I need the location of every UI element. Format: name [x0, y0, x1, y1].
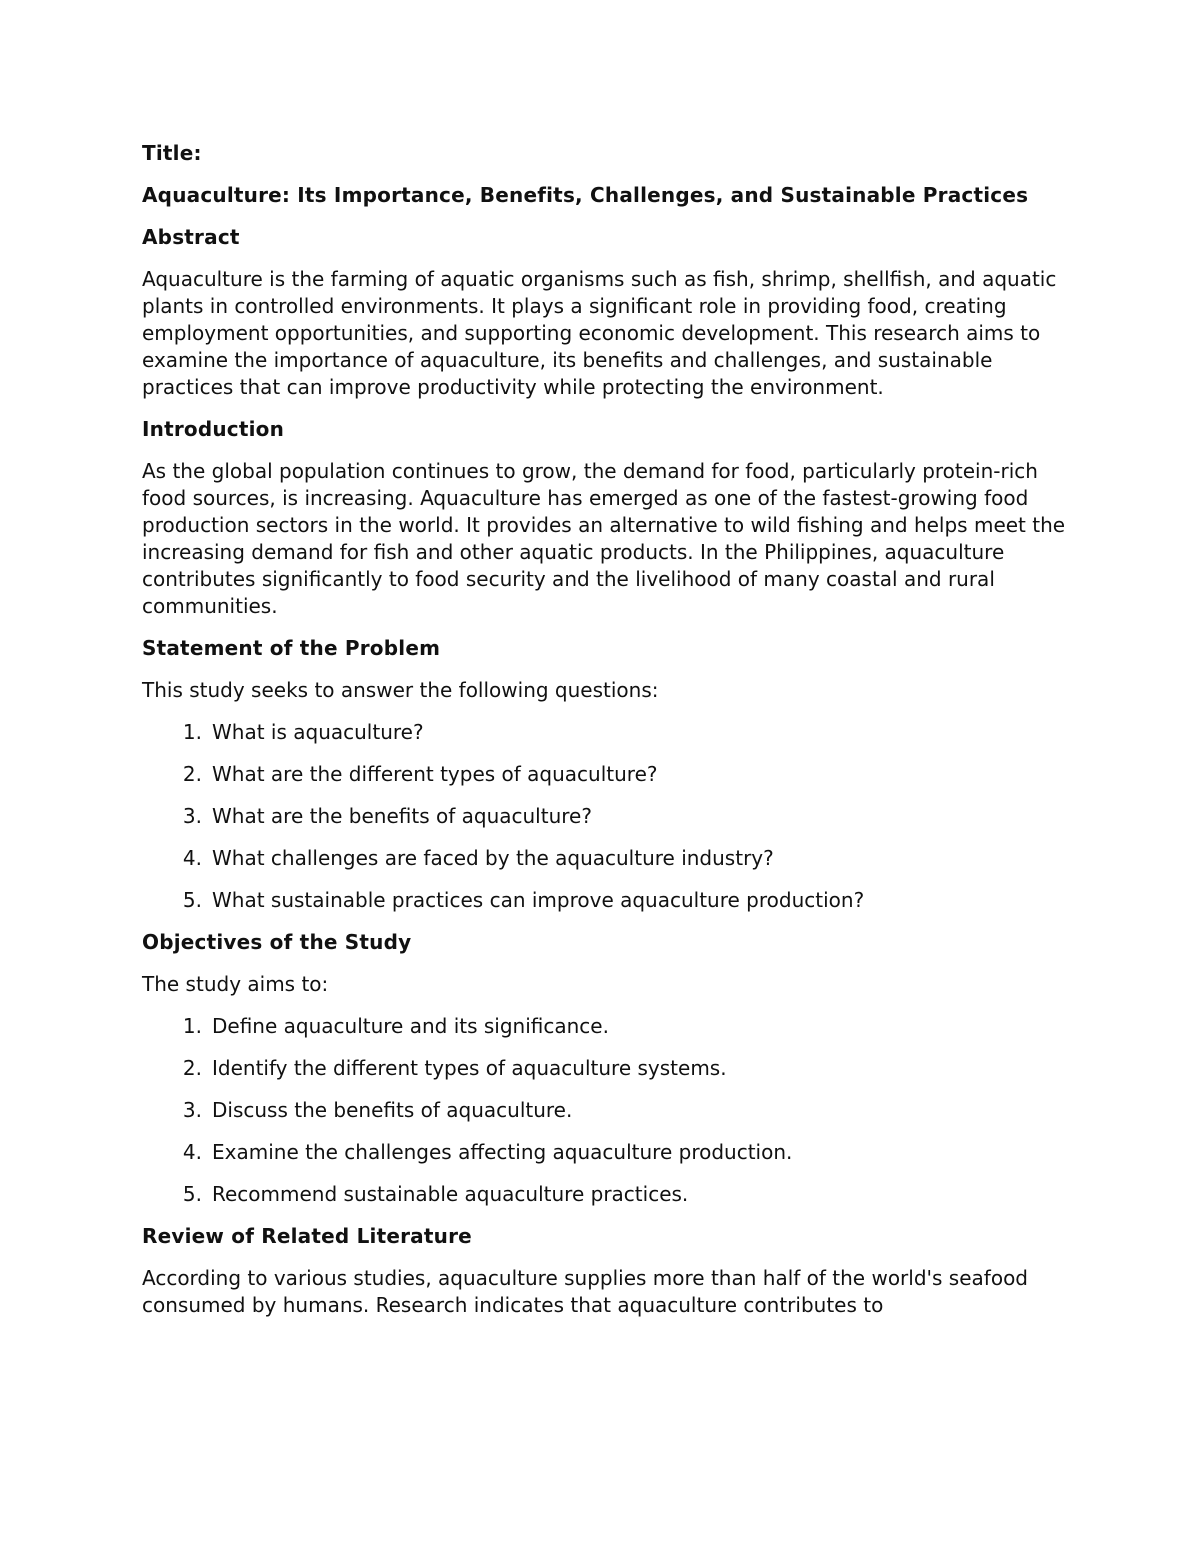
objectives-heading: Objectives of the Study [142, 930, 412, 954]
literature-body: According to various studies, aquaculture supplies more than half of the world's seafood consumed by humans. Research indicates that aquaculture contributes to [142, 1266, 1028, 1317]
list-item-number: 1. [182, 1014, 202, 1038]
list-item-number: 5. [182, 888, 202, 912]
list-item-number: 2. [182, 1056, 202, 1080]
list-item-number: 4. [182, 1140, 202, 1164]
list-item [142, 803, 1072, 830]
list-item [142, 719, 1072, 746]
introduction-heading: Introduction [142, 417, 285, 441]
list-item-number: 5. [182, 1182, 202, 1206]
list-item-number: 3. [182, 804, 202, 828]
list-item [142, 1097, 1072, 1124]
list-item-number: 2. [182, 762, 202, 786]
list-item [142, 1013, 1072, 1040]
objectives-list [142, 1013, 1072, 1208]
title-label: Title: [142, 141, 202, 165]
document-title: Aquaculture: Its Importance, Benefits, Challenges, and Sustainable Practices [142, 183, 1029, 207]
list-item-text: What are the benefits of aquaculture? [212, 804, 592, 828]
problem-list [142, 719, 1072, 914]
list-item [142, 1181, 1072, 1208]
problem-intro: This study seeks to answer the following questions: [142, 678, 659, 702]
list-item [142, 1055, 1072, 1082]
document-page [142, 140, 1072, 1334]
list-item-text: Define aquaculture and its significance. [212, 1014, 609, 1038]
list-item [142, 761, 1072, 788]
problem-heading: Statement of the Problem [142, 636, 441, 660]
list-item-text: Identify the different types of aquaculture systems. [212, 1056, 727, 1080]
list-item-text: Recommend sustainable aquaculture practices. [212, 1182, 689, 1206]
list-item-text: Examine the challenges affecting aquaculture production. [212, 1140, 793, 1164]
abstract-heading: Abstract [142, 225, 240, 249]
literature-heading: Review of Related Literature [142, 1224, 472, 1248]
list-item-number: 3. [182, 1098, 202, 1122]
list-item-text: Discuss the benefits of aquaculture. [212, 1098, 573, 1122]
list-item-text: What sustainable practices can improve aquaculture production? [212, 888, 865, 912]
list-item-number: 4. [182, 846, 202, 870]
introduction-body: As the global population continues to grow, the demand for food, particularly protein-rich food sources, is increasing. Aquaculture has emerged as one of the fastest-growing food production sectors in the world. It provides an alternative to wild fishing and helps meet the increasing demand for fish and other aquatic products. In the Philippines, aquaculture contributes significantly to food security and the livelihood of many coastal and rural communities. [142, 459, 1066, 618]
list-item [142, 887, 1072, 914]
objectives-intro: The study aims to: [142, 972, 329, 996]
list-item-number: 1. [182, 720, 202, 744]
list-item-text: What are the different types of aquaculture? [212, 762, 658, 786]
list-item [142, 845, 1072, 872]
list-item [142, 1139, 1072, 1166]
list-item-text: What challenges are faced by the aquaculture industry? [212, 846, 774, 870]
abstract-body: Aquaculture is the farming of aquatic organisms such as fish, shrimp, shellfish, and aquatic plants in controlled environments. It plays a significant role in providing food, creating employment opportunities, and supporting economic development. This research aims to examine the importance of aquaculture, its benefits and challenges, and sustainable practices that can improve productivity while protecting the environment. [142, 267, 1057, 399]
list-item-text: What is aquaculture? [212, 720, 424, 744]
